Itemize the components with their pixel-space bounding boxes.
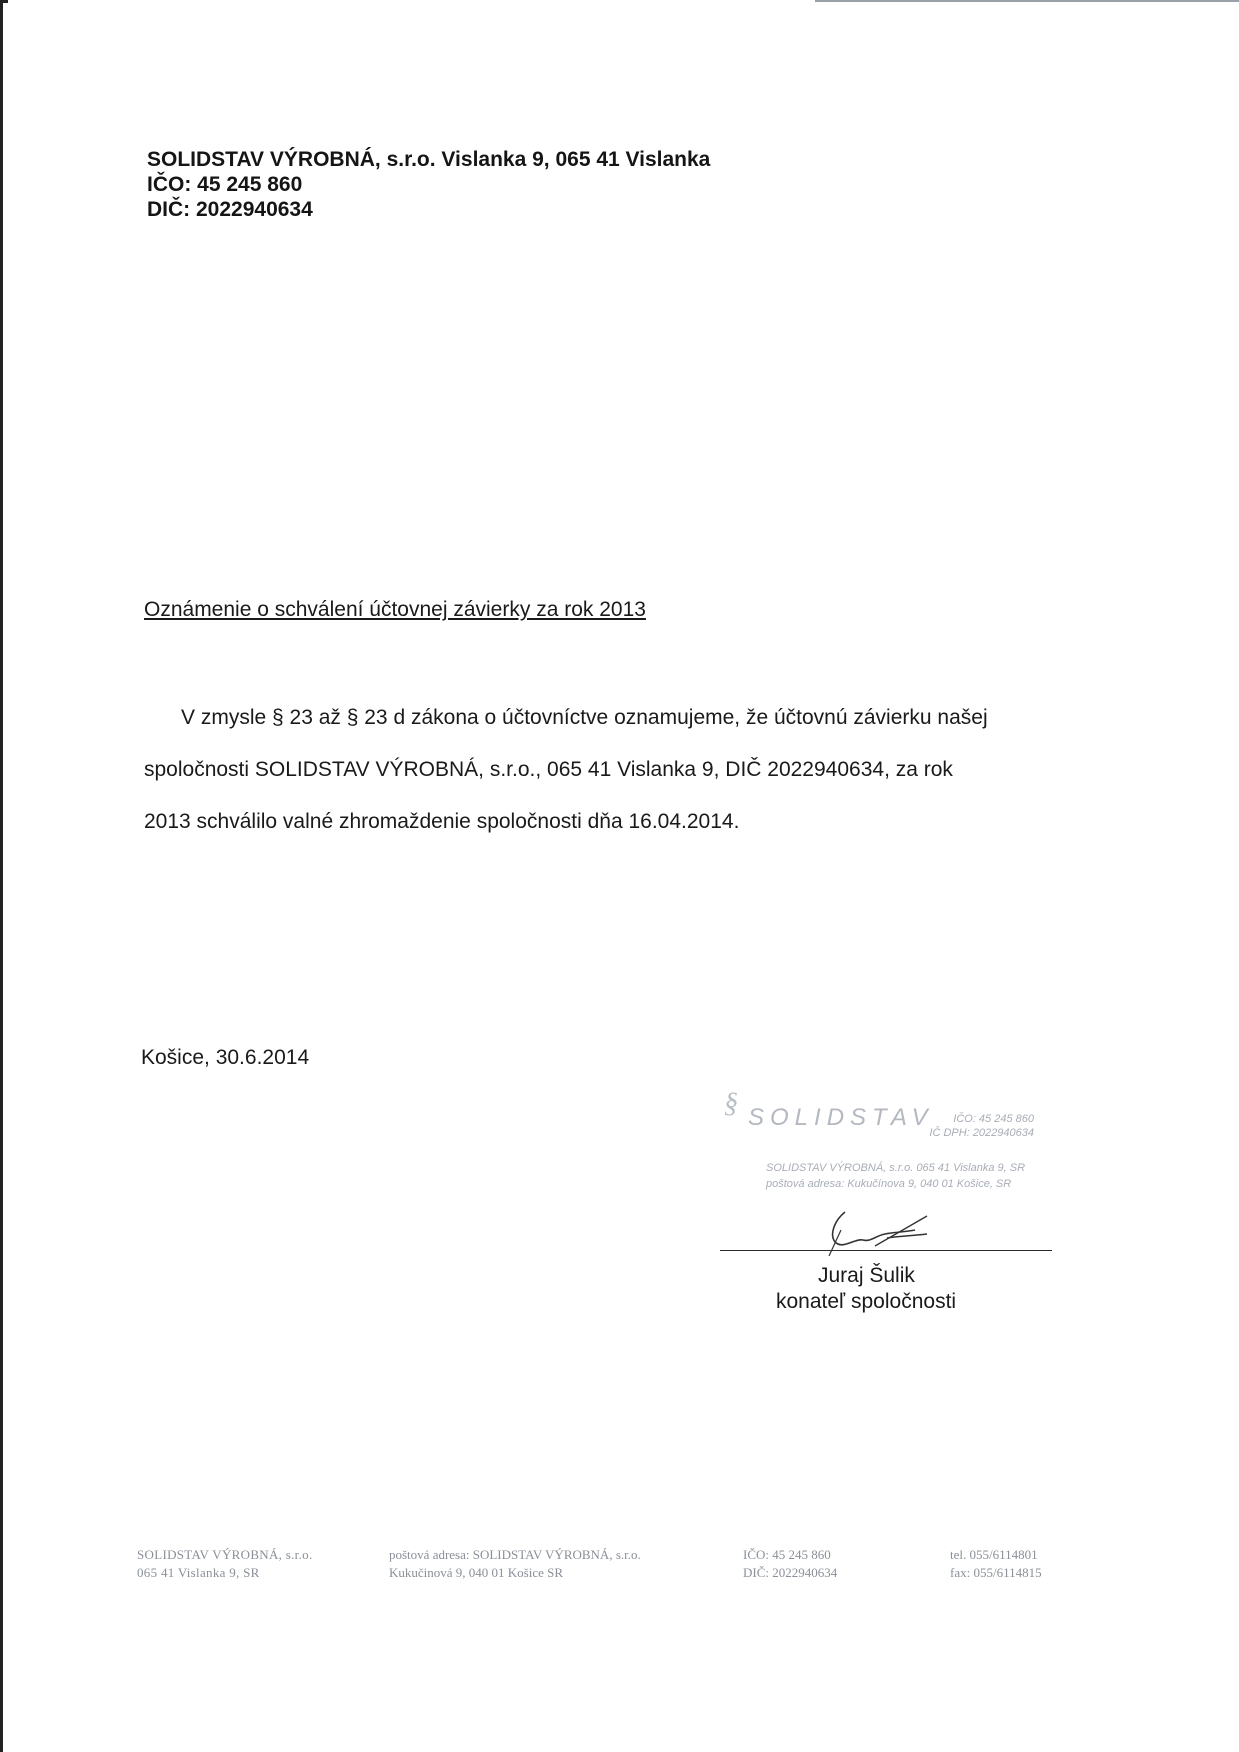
- company-header: [147, 147, 710, 222]
- stamp-address-line-2: poštová adresa: Kukučínova 9, 040 01 Košice, SR: [766, 1178, 1012, 1190]
- place-and-date: Košice, 30.6.2014: [141, 1046, 310, 1069]
- stamp-address: [766, 1160, 1025, 1192]
- scan-edge-top: [815, 0, 1239, 2]
- signer-title: konateľ spoločnosti: [776, 1290, 957, 1313]
- footer-company-address: 065 41 Vislanka 9, SR: [137, 1565, 260, 1580]
- scan-edge-tick: [0, 0, 8, 3]
- footer-dic: DIČ: 2022940634: [743, 1565, 838, 1580]
- body-line-3: 2013 schválilo valné zhromaždenie spoločnosti dňa 16.04.2014.: [144, 810, 740, 833]
- handwritten-signature: [815, 1200, 945, 1260]
- signature-line: [720, 1250, 1052, 1251]
- document-subject: Oznámenie o schválení účtovnej závierky za rok 2013: [144, 598, 646, 621]
- footer-ico: IČO: 45 245 860: [743, 1547, 831, 1562]
- stamp-logo-icon: §: [724, 1088, 738, 1119]
- scan-edge-left: [0, 0, 3, 1752]
- footer-postal: [389, 1546, 641, 1582]
- stamp-address-line-1: SOLIDSTAV VÝROBNÁ, s.r.o. 065 41 Vislanka 9, SR: [766, 1162, 1026, 1174]
- footer-postal-address: Kukučinová 9, 040 01 Košice SR: [389, 1565, 564, 1580]
- stamp-ids: [929, 1112, 1034, 1140]
- company-name-address: SOLIDSTAV VÝROBNÁ, s.r.o. Vislanka 9, 065 41 Vislanka: [147, 148, 711, 171]
- footer-postal-label: poštová adresa: SOLIDSTAV VÝROBNÁ, s.r.o.: [389, 1547, 641, 1562]
- stamp-brand: SOLIDSTAV: [748, 1104, 934, 1131]
- footer-contact: [950, 1546, 1042, 1582]
- signer-name: Juraj Šulik: [818, 1264, 915, 1287]
- company-stamp: [718, 1082, 1046, 1214]
- body-line-1: V zmysle § 23 až § 23 d zákona o účtovníctve oznamujeme, že účtovnú závierku našej: [181, 706, 988, 729]
- footer-fax: fax: 055/6114815: [950, 1565, 1042, 1580]
- body-line-2: spoločnosti SOLIDSTAV VÝROBNÁ, s.r.o., 065 41 Vislanka 9, DIČ 2022940634, za rok: [144, 758, 953, 781]
- footer-company: [137, 1546, 313, 1582]
- footer-company-name: SOLIDSTAV VÝROBNÁ, s.r.o.: [137, 1547, 313, 1562]
- stamp-ico: IČO: 45 245 860: [953, 1113, 1034, 1125]
- footer-ids: [743, 1546, 837, 1582]
- company-dic: DIČ: 2022940634: [147, 198, 313, 221]
- stamp-dic: IČ DPH: 2022940634: [929, 1127, 1034, 1139]
- company-ico: IČO: 45 245 860: [147, 173, 303, 196]
- footer-phone: tel. 055/6114801: [950, 1547, 1038, 1562]
